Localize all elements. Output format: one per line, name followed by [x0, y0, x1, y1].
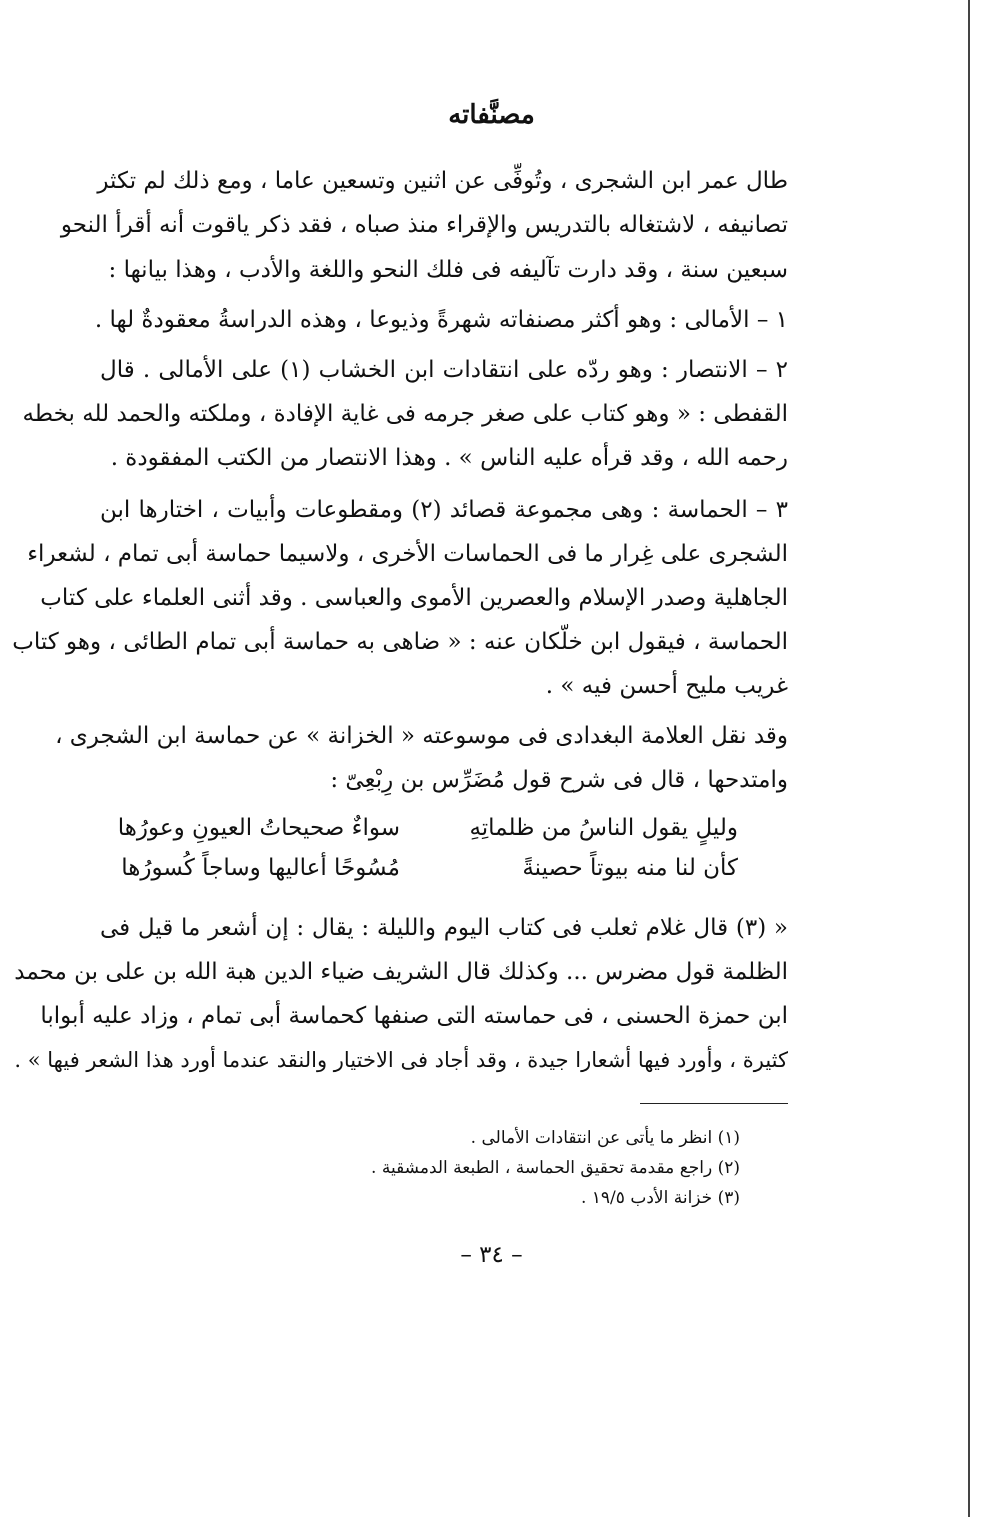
list-item-2: ٢ – الانتصار : وهو ردّه على انتقادات ابن الخشاب (١) على الأمالى . قال	[100, 357, 788, 383]
text-line: الظلمة قول مضرس ... وكذلك قال الشريف ضياء الدين هبة الله بن على بن محمد	[14, 959, 788, 985]
text-line: وامتدحها ، قال فى شرح قول مُضَرِّس بن رِبْعِىّ :	[330, 767, 788, 793]
verse-1-second-hemistich: سواءٌ صحيحاتُ العيونِ وعورُها	[117, 815, 400, 841]
text-line: ابن حمزة الحسنى ، فى حماسته التى صنفها كحماسة أبى تمام ، وزاد عليه أبوابا	[40, 1003, 788, 1029]
text-line: رحمه الله ، وقد قرأه عليه الناس » . وهذا الانتصار من الكتب المفقودة .	[110, 445, 788, 471]
verse-1-first-hemistich: وليلٍ يقول الناسُ من ظلماتِهِ	[469, 815, 738, 841]
footnote-separator	[640, 1103, 788, 1104]
section-title: مصنَّفاته	[448, 100, 535, 130]
text-line: غريب مليح أحسن فيه » .	[545, 673, 788, 699]
list-item-3: ٣ – الحماسة : وهى مجموعة قصائد (٢) ومقطوعات وأبيات ، اختارها ابن	[100, 497, 789, 523]
page-number: – ٣٤ –	[460, 1242, 523, 1268]
text-line: كثيرة ، وأورد فيها أشعارا جيدة ، وقد أجاد فى الاختيار والنقد عندما أورد هذا الشعر فيها » .	[14, 1048, 788, 1072]
text-line: سبعين سنة ، وقد دارت تآليفه فى فلك النحو واللغة والأدب ، وهذا بيانها :	[108, 257, 788, 283]
footnote-2: (٢) راجع مقدمة تحقيق الحماسة ، الطبعة الدمشقية .	[371, 1158, 740, 1178]
list-item-1: ١ – الأمالى : وهو أكثر مصنفاته شهرةً وذيوعا ، وهذه الدراسةُ معقودةٌ لها .	[94, 307, 788, 333]
text-line: القفطى : « وهو كتاب على صغر جرمه فى غاية الإفادة ، وملكته والحمد لله بخطه	[22, 401, 788, 427]
footnote-3: (٣) خزانة الأدب ١٩/٥ .	[580, 1188, 740, 1208]
verse-2-second-hemistich: مُسُوحًا أعاليها وساجاً كُسورُها	[121, 855, 400, 881]
text-line: تصانيفه ، لاشتغاله بالتدريس والإقراء منذ صباه ، فقد ذكر ياقوت أنه أقرأ النحو	[60, 212, 788, 238]
footnote-1: (١) انظر ما يأتى عن انتقادات الأمالى .	[470, 1128, 740, 1148]
verse-2-first-hemistich: كأن لنا منه بيوتاً حصينةً	[522, 855, 738, 881]
text-line: « (٣) قال غلام ثعلب فى كتاب اليوم والليلة : يقال : إن أشعر ما قيل فى	[100, 915, 788, 941]
text-line: الشجرى على غِرار ما فى الحماسات الأخرى ، ولاسيما حماسة أبى تمام ، لشعراء	[27, 541, 788, 567]
text-line: الحماسة ، فيقول ابن خلّكان عنه : « ضاهى به حماسة أبى تمام الطائى ، وهو كتاب	[12, 629, 788, 655]
text-line: طال عمر ابن الشجرى ، وتُوفِّى عن اثنين وتسعين عاما ، ومع ذلك لم تكثر	[97, 168, 788, 194]
text-line: الجاهلية وصدر الإسلام والعصرين الأموى والعباسى . وقد أثنى العلماء على كتاب	[40, 585, 788, 611]
scan-edge-line	[968, 0, 970, 1517]
text-line: وقد نقل العلامة البغدادى فى موسوعته « الخزانة » عن حماسة ابن الشجرى ،	[55, 723, 788, 749]
